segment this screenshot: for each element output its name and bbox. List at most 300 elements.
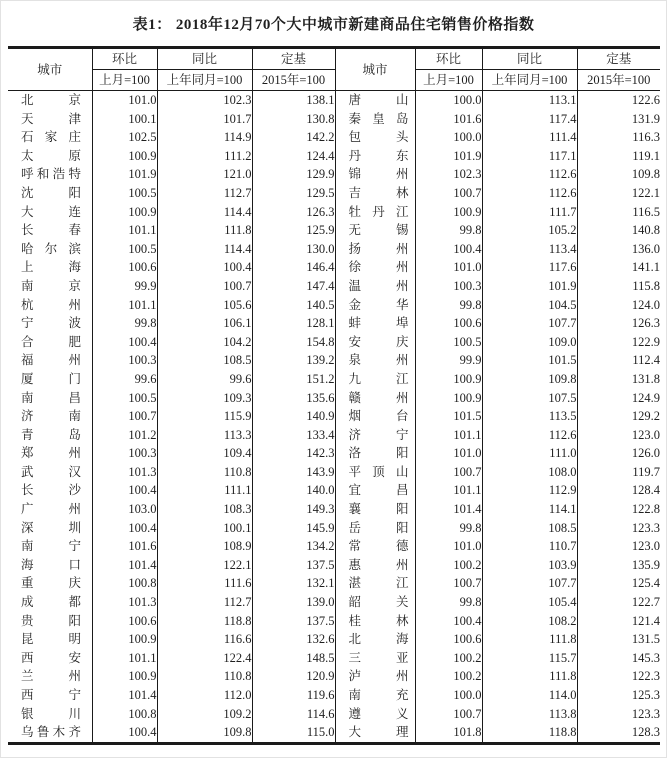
city-name: 烟台 bbox=[348, 409, 409, 424]
index-value-cell: 129.9 bbox=[252, 165, 335, 184]
city-name-cell bbox=[335, 481, 415, 500]
index-value-cell: 115.9 bbox=[157, 407, 252, 426]
index-value-cell: 114.0 bbox=[482, 686, 577, 705]
city-name-cell bbox=[8, 351, 92, 370]
index-value-cell: 112.0 bbox=[157, 686, 252, 705]
city-name: 九江 bbox=[348, 371, 409, 386]
table-row bbox=[8, 723, 660, 743]
table-row bbox=[8, 686, 660, 705]
index-value-cell: 102.3 bbox=[157, 91, 252, 110]
index-value-cell: 100.6 bbox=[92, 258, 157, 277]
city-name-cell bbox=[8, 240, 92, 259]
index-value-cell: 107.5 bbox=[482, 389, 577, 408]
index-value-cell: 110.8 bbox=[157, 463, 252, 482]
table-header bbox=[8, 48, 660, 91]
city-name: 南宁 bbox=[21, 539, 81, 554]
city-name-cell bbox=[335, 463, 415, 482]
city-name-cell bbox=[335, 630, 415, 649]
city-name: 三亚 bbox=[348, 650, 409, 665]
index-value-cell: 135.6 bbox=[252, 389, 335, 408]
index-value-cell: 125.4 bbox=[631, 576, 660, 591]
index-value-cell: 100.0 bbox=[415, 91, 482, 110]
index-value-cell: 101.1 bbox=[415, 426, 482, 445]
index-value-cell: 105.4 bbox=[482, 593, 577, 612]
city-name-cell bbox=[8, 407, 92, 426]
city-name-cell bbox=[8, 463, 92, 482]
table-row bbox=[8, 221, 660, 240]
city-name: 济宁 bbox=[348, 427, 409, 442]
index-value-cell: 101.4 bbox=[92, 556, 157, 575]
city-name-cell bbox=[335, 314, 415, 333]
index-value-cell: 100.4 bbox=[415, 240, 482, 259]
index-value-cell: 122.8 bbox=[631, 502, 660, 517]
index-value-cell: 148.5 bbox=[252, 649, 335, 668]
table-row bbox=[8, 649, 660, 668]
index-value-cell: 99.6 bbox=[92, 370, 157, 389]
city-name-cell bbox=[8, 91, 92, 110]
header-base-right: 定基 bbox=[577, 48, 660, 70]
index-value-cell: 139.2 bbox=[252, 351, 335, 370]
index-value-cell: 102.5 bbox=[92, 128, 157, 147]
index-value-cell: 141.1 bbox=[631, 260, 660, 275]
city-name-cell bbox=[8, 667, 92, 686]
page-title: 表1： 2018年12月70个大中城市新建商品住宅销售价格指数 bbox=[132, 17, 535, 33]
city-name-cell bbox=[335, 258, 415, 277]
header-yoy-right: 同比 bbox=[482, 48, 577, 70]
index-value-cell: 100.2 bbox=[415, 556, 482, 575]
city-name: 杭州 bbox=[21, 297, 81, 312]
index-value-cell: 101.1 bbox=[92, 221, 157, 240]
index-value-cell: 101.9 bbox=[415, 147, 482, 166]
city-name-cell bbox=[8, 296, 92, 315]
index-value-cell: 115.7 bbox=[482, 649, 577, 668]
city-name-cell bbox=[335, 240, 415, 259]
index-value-cell: 111.8 bbox=[157, 221, 252, 240]
index-value-cell: 107.7 bbox=[482, 574, 577, 593]
index-value-cell: 104.5 bbox=[482, 296, 577, 315]
city-name-cell bbox=[335, 649, 415, 668]
city-name-cell bbox=[335, 426, 415, 445]
table-row bbox=[8, 444, 660, 463]
table-row bbox=[8, 240, 660, 259]
city-name-cell bbox=[8, 203, 92, 222]
index-value-cell: 114.1 bbox=[482, 500, 577, 519]
table-row bbox=[8, 351, 660, 370]
index-value-cell: 117.1 bbox=[482, 147, 577, 166]
index-value-cell: 114.4 bbox=[157, 240, 252, 259]
city-name: 包头 bbox=[348, 130, 409, 145]
index-value-cell: 125.3 bbox=[631, 688, 660, 702]
table-row bbox=[8, 537, 660, 556]
index-value-cell: 129.5 bbox=[252, 184, 335, 203]
subheader-mom-left: 上月=100 bbox=[92, 70, 157, 91]
city-name-cell bbox=[335, 723, 415, 743]
city-name: 宜昌 bbox=[348, 483, 409, 498]
index-value-cell: 100.2 bbox=[415, 667, 482, 686]
index-value-cell: 128.1 bbox=[252, 314, 335, 333]
city-name: 深圳 bbox=[21, 520, 81, 535]
index-value-cell: 101.1 bbox=[92, 296, 157, 315]
table-row bbox=[8, 630, 660, 649]
index-value-cell: 101.6 bbox=[92, 537, 157, 556]
city-name: 西安 bbox=[21, 650, 81, 665]
table-row bbox=[8, 165, 660, 184]
city-name: 合肥 bbox=[21, 334, 81, 349]
index-value-cell: 108.0 bbox=[482, 463, 577, 482]
index-value-cell: 140.5 bbox=[252, 296, 335, 315]
index-value-cell: 126.3 bbox=[252, 203, 335, 222]
header-mom-right: 环比 bbox=[415, 48, 482, 70]
index-value-cell: 112.9 bbox=[482, 481, 577, 500]
index-value-cell: 99.8 bbox=[415, 296, 482, 315]
index-value-cell: 100.5 bbox=[92, 389, 157, 408]
index-value-cell: 100.3 bbox=[415, 277, 482, 296]
index-value-cell: 132.1 bbox=[252, 574, 335, 593]
table-row bbox=[8, 203, 660, 222]
index-value-cell: 132.6 bbox=[252, 630, 335, 649]
index-value-cell: 109.8 bbox=[482, 370, 577, 389]
index-value-cell: 101.5 bbox=[482, 351, 577, 370]
index-value-cell: 145.3 bbox=[631, 650, 660, 665]
index-value-cell: 100.3 bbox=[92, 444, 157, 463]
table-body bbox=[8, 91, 660, 744]
city-name: 武汉 bbox=[21, 464, 81, 479]
city-name: 银川 bbox=[21, 706, 81, 721]
index-value-cell: 123.3 bbox=[631, 520, 660, 535]
city-name: 惠州 bbox=[348, 557, 409, 572]
index-value-cell: 125.9 bbox=[252, 221, 335, 240]
table-row bbox=[8, 389, 660, 408]
city-name: 济南 bbox=[21, 409, 81, 424]
city-name-cell bbox=[335, 593, 415, 612]
index-value-cell: 135.9 bbox=[631, 557, 660, 572]
index-value-cell: 100.9 bbox=[415, 370, 482, 389]
index-value-cell: 121.4 bbox=[631, 613, 660, 628]
city-name: 安庆 bbox=[348, 334, 409, 349]
index-value-cell: 146.4 bbox=[252, 258, 335, 277]
city-name: 蚌埠 bbox=[348, 316, 409, 331]
city-name: 福州 bbox=[21, 353, 81, 368]
table-row bbox=[8, 705, 660, 724]
index-value-cell: 99.8 bbox=[92, 314, 157, 333]
city-name-cell bbox=[8, 258, 92, 277]
city-name-cell bbox=[335, 296, 415, 315]
index-value-cell: 100.7 bbox=[415, 463, 482, 482]
index-value-cell: 124.0 bbox=[631, 297, 660, 312]
index-value-cell: 101.4 bbox=[92, 686, 157, 705]
index-value-cell: 108.2 bbox=[482, 612, 577, 631]
city-name-cell bbox=[335, 128, 415, 147]
index-value-cell: 100.7 bbox=[415, 574, 482, 593]
city-name-cell bbox=[335, 203, 415, 222]
city-name-cell bbox=[335, 612, 415, 631]
city-name: 洛阳 bbox=[348, 446, 409, 461]
city-name-cell bbox=[335, 705, 415, 724]
index-value-cell: 99.8 bbox=[415, 593, 482, 612]
city-name-cell bbox=[8, 537, 92, 556]
index-value-cell: 111.1 bbox=[157, 481, 252, 500]
index-value-cell: 112.7 bbox=[157, 593, 252, 612]
index-value-cell: 128.3 bbox=[631, 725, 660, 740]
index-value-cell: 101.1 bbox=[92, 649, 157, 668]
city-name: 贵阳 bbox=[21, 613, 81, 628]
index-value-cell: 151.2 bbox=[252, 370, 335, 389]
table-row bbox=[8, 277, 660, 296]
index-value-cell: 129.2 bbox=[631, 409, 660, 424]
table-row bbox=[8, 314, 660, 333]
index-value-cell: 140.9 bbox=[252, 407, 335, 426]
index-value-cell: 101.8 bbox=[415, 723, 482, 743]
index-value-cell: 147.4 bbox=[252, 277, 335, 296]
city-name-cell bbox=[335, 444, 415, 463]
index-value-cell: 114.9 bbox=[157, 128, 252, 147]
index-value-cell: 124.4 bbox=[252, 147, 335, 166]
city-name-cell bbox=[335, 110, 415, 129]
index-value-cell: 99.8 bbox=[415, 519, 482, 538]
city-name: 湛江 bbox=[348, 576, 409, 591]
table-row bbox=[8, 481, 660, 500]
city-name: 襄阳 bbox=[348, 502, 409, 517]
index-value-cell: 104.2 bbox=[157, 333, 252, 352]
subheader-yoy-left: 上年同月=100 bbox=[157, 70, 252, 91]
index-value-cell: 111.0 bbox=[482, 444, 577, 463]
city-name: 南昌 bbox=[21, 390, 81, 405]
index-value-cell: 112.7 bbox=[157, 184, 252, 203]
index-value-cell: 122.6 bbox=[631, 93, 660, 107]
index-value-cell: 122.9 bbox=[631, 334, 660, 349]
index-value-cell: 101.7 bbox=[157, 110, 252, 129]
index-value-cell: 100.9 bbox=[92, 667, 157, 686]
city-name: 西宁 bbox=[21, 688, 81, 702]
city-name-cell bbox=[8, 444, 92, 463]
subheader-base-right: 2015年=100 bbox=[587, 73, 651, 87]
header-mom-left: 环比 bbox=[92, 48, 157, 70]
city-name-cell bbox=[8, 556, 92, 575]
index-value-cell: 154.8 bbox=[252, 333, 335, 352]
city-name-cell bbox=[8, 128, 92, 147]
index-value-cell: 112.6 bbox=[482, 426, 577, 445]
index-value-cell: 131.8 bbox=[631, 371, 660, 386]
table-row bbox=[8, 500, 660, 519]
index-value-cell: 100.7 bbox=[415, 705, 482, 724]
city-name: 天津 bbox=[21, 111, 81, 126]
city-name-cell bbox=[335, 277, 415, 296]
index-value-cell: 123.0 bbox=[631, 427, 660, 442]
city-name: 兰州 bbox=[21, 669, 81, 684]
index-value-cell: 101.9 bbox=[482, 277, 577, 296]
index-value-cell: 149.3 bbox=[252, 500, 335, 519]
index-value-cell: 113.4 bbox=[482, 240, 577, 259]
index-value-cell: 99.9 bbox=[415, 351, 482, 370]
index-value-cell: 118.8 bbox=[482, 723, 577, 743]
index-value-cell: 111.7 bbox=[482, 203, 577, 222]
city-name: 厦门 bbox=[21, 371, 81, 386]
city-name-cell bbox=[8, 333, 92, 352]
table-row bbox=[8, 519, 660, 538]
subheader-mom-right: 上月=100 bbox=[415, 70, 482, 91]
index-value-cell: 109.8 bbox=[157, 723, 252, 743]
index-value-cell: 101.0 bbox=[415, 258, 482, 277]
table-row bbox=[8, 128, 660, 147]
city-name-cell bbox=[335, 165, 415, 184]
city-name: 青岛 bbox=[21, 427, 81, 442]
index-value-cell: 145.9 bbox=[252, 519, 335, 538]
city-name-cell bbox=[8, 593, 92, 612]
city-name: 赣州 bbox=[348, 390, 409, 405]
city-name: 北海 bbox=[348, 632, 409, 647]
index-value-cell: 108.3 bbox=[157, 500, 252, 519]
table-row bbox=[8, 463, 660, 482]
city-name-cell bbox=[8, 612, 92, 631]
city-name-cell bbox=[335, 184, 415, 203]
city-name: 广州 bbox=[21, 502, 81, 517]
city-name: 无锡 bbox=[348, 223, 409, 238]
city-name-cell bbox=[8, 574, 92, 593]
index-value-cell: 116.5 bbox=[632, 204, 660, 219]
city-name-cell bbox=[335, 351, 415, 370]
index-value-cell: 109.8 bbox=[631, 167, 660, 182]
table-row bbox=[8, 147, 660, 166]
index-value-cell: 111.8 bbox=[482, 667, 577, 686]
city-name-cell bbox=[8, 686, 92, 705]
city-name-cell bbox=[335, 667, 415, 686]
index-value-cell: 99.8 bbox=[415, 221, 482, 240]
index-value-cell: 140.0 bbox=[252, 481, 335, 500]
index-value-cell: 122.3 bbox=[631, 669, 660, 684]
city-name: 郑州 bbox=[21, 446, 81, 461]
index-value-cell: 101.6 bbox=[415, 110, 482, 129]
index-value-cell: 99.6 bbox=[157, 370, 252, 389]
index-value-cell: 122.4 bbox=[157, 649, 252, 668]
index-value-cell: 116.3 bbox=[632, 130, 660, 145]
index-value-cell: 109.2 bbox=[157, 705, 252, 724]
index-value-cell: 100.4 bbox=[92, 723, 157, 743]
city-name: 徐州 bbox=[348, 260, 409, 275]
table-row bbox=[8, 574, 660, 593]
index-value-cell: 111.4 bbox=[482, 128, 577, 147]
index-value-cell: 100.7 bbox=[92, 407, 157, 426]
index-value-cell: 100.9 bbox=[92, 147, 157, 166]
city-name: 常德 bbox=[348, 539, 409, 554]
index-value-cell: 101.3 bbox=[92, 593, 157, 612]
index-value-cell: 100.1 bbox=[92, 110, 157, 129]
city-name-cell bbox=[8, 314, 92, 333]
table-row bbox=[8, 593, 660, 612]
city-name: 海口 bbox=[21, 557, 81, 572]
table-row bbox=[8, 426, 660, 445]
index-value-cell: 122.1 bbox=[157, 556, 252, 575]
index-value-cell: 100.0 bbox=[415, 686, 482, 705]
header-city-left: 城市 bbox=[8, 48, 92, 91]
index-value-cell: 113.1 bbox=[482, 91, 577, 110]
index-value-cell: 110.7 bbox=[482, 537, 577, 556]
index-value-cell: 105.2 bbox=[482, 221, 577, 240]
city-name-cell bbox=[335, 537, 415, 556]
city-name: 锦州 bbox=[348, 167, 409, 182]
index-value-cell: 131.9 bbox=[631, 111, 660, 126]
city-name-cell bbox=[335, 519, 415, 538]
index-value-cell: 100.3 bbox=[92, 351, 157, 370]
index-value-cell: 101.9 bbox=[92, 165, 157, 184]
city-name: 牡丹江 bbox=[348, 204, 409, 219]
index-value-cell: 100.4 bbox=[92, 333, 157, 352]
city-name-cell bbox=[8, 147, 92, 166]
index-value-cell: 99.9 bbox=[92, 277, 157, 296]
index-value-cell: 115.8 bbox=[632, 278, 660, 293]
index-value-cell: 100.9 bbox=[415, 203, 482, 222]
index-value-cell: 142.3 bbox=[252, 444, 335, 463]
city-name: 温州 bbox=[348, 278, 409, 293]
table-row bbox=[8, 184, 660, 203]
city-name: 扬州 bbox=[348, 241, 409, 256]
index-value-cell: 101.1 bbox=[415, 481, 482, 500]
city-name: 昆明 bbox=[21, 632, 81, 647]
index-value-cell: 140.8 bbox=[631, 223, 660, 238]
index-value-cell: 106.1 bbox=[157, 314, 252, 333]
index-value-cell: 130.8 bbox=[252, 110, 335, 129]
table-row bbox=[8, 556, 660, 575]
city-name-cell bbox=[8, 110, 92, 129]
index-value-cell: 102.3 bbox=[415, 165, 482, 184]
index-value-cell: 100.4 bbox=[157, 258, 252, 277]
city-name-cell bbox=[8, 649, 92, 668]
city-name-cell bbox=[8, 705, 92, 724]
city-name: 上海 bbox=[21, 260, 81, 275]
index-value-cell: 122.1 bbox=[631, 185, 660, 200]
index-value-cell: 138.1 bbox=[252, 91, 335, 110]
index-value-cell: 119.6 bbox=[252, 686, 335, 705]
city-name: 南京 bbox=[21, 278, 81, 293]
city-name-cell bbox=[335, 686, 415, 705]
index-value-cell: 119.7 bbox=[632, 464, 660, 479]
city-name-cell bbox=[8, 426, 92, 445]
index-value-cell: 100.6 bbox=[415, 314, 482, 333]
header-yoy-left: 同比 bbox=[157, 48, 252, 70]
city-name: 韶关 bbox=[348, 595, 409, 610]
index-value-cell: 109.4 bbox=[157, 444, 252, 463]
index-value-cell: 126.3 bbox=[631, 316, 660, 331]
index-value-cell: 118.8 bbox=[157, 612, 252, 631]
index-value-cell: 131.5 bbox=[631, 632, 660, 647]
index-value-cell: 100.4 bbox=[415, 612, 482, 631]
index-value-cell: 109.3 bbox=[157, 389, 252, 408]
index-value-cell: 122.7 bbox=[631, 595, 660, 610]
city-name: 唐山 bbox=[348, 93, 409, 107]
city-name-cell bbox=[335, 407, 415, 426]
city-name: 平顶山 bbox=[348, 464, 409, 479]
index-value-cell: 100.5 bbox=[415, 333, 482, 352]
index-value-cell: 100.6 bbox=[92, 612, 157, 631]
index-value-cell: 108.5 bbox=[157, 351, 252, 370]
city-name-cell bbox=[8, 165, 92, 184]
index-value-cell: 111.6 bbox=[157, 574, 252, 593]
subheader-yoy-right: 上年同月=100 bbox=[482, 70, 577, 91]
city-name-cell bbox=[335, 574, 415, 593]
index-value-cell: 113.3 bbox=[157, 426, 252, 445]
city-name-cell bbox=[335, 333, 415, 352]
index-value-cell: 137.5 bbox=[252, 612, 335, 631]
price-index-table bbox=[8, 46, 660, 745]
index-value-cell: 101.0 bbox=[415, 444, 482, 463]
index-value-cell: 124.9 bbox=[631, 390, 660, 405]
index-value-cell: 101.4 bbox=[415, 500, 482, 519]
index-value-cell: 100.6 bbox=[415, 630, 482, 649]
index-value-cell: 100.5 bbox=[92, 240, 157, 259]
index-value-cell: 117.6 bbox=[482, 258, 577, 277]
city-name: 泉州 bbox=[348, 353, 409, 368]
subheader-base-left: 2015年=100 bbox=[252, 70, 335, 91]
index-value-cell: 100.4 bbox=[92, 481, 157, 500]
